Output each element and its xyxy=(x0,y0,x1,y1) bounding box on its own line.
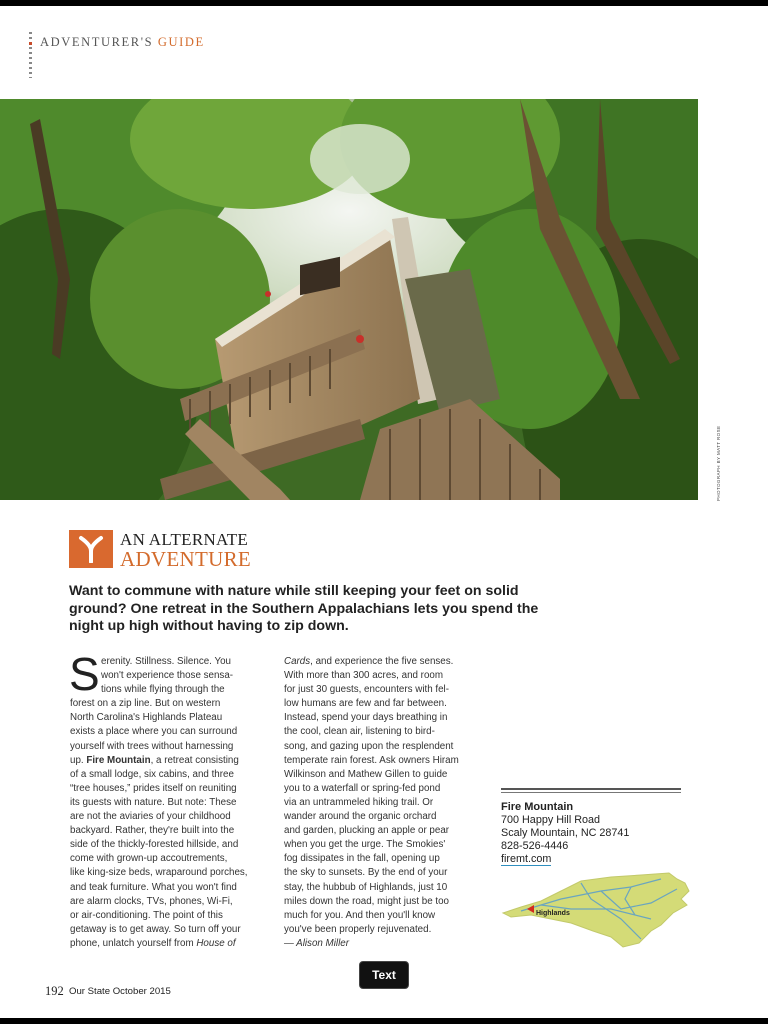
body-line: or air-conditioning. The point of this xyxy=(70,909,223,921)
body-line: the sky to sunsets. By the end of your xyxy=(284,867,448,879)
body-line: wander around the organic orchard xyxy=(284,811,437,823)
bottom-bar xyxy=(0,1018,768,1024)
section-dot-rule xyxy=(29,32,32,78)
section-header xyxy=(40,35,205,50)
sidebar-rule xyxy=(501,788,681,790)
sidebar-address1: 700 Happy Hill Road xyxy=(501,814,601,826)
map-label-highlands: Highlands xyxy=(536,910,570,917)
body-line: you've been properly rejuvenated. xyxy=(284,923,432,935)
tree-house-photo xyxy=(0,99,698,500)
body-line: phone, unlatch yourself from House of xyxy=(70,937,236,949)
body-line: yourself with trees without harnessing xyxy=(70,740,234,752)
page-number: 192 xyxy=(45,984,64,998)
body-line: and teak furniture. What you won't find xyxy=(70,881,237,893)
fork-y-icon xyxy=(77,535,105,563)
body-line: for just 30 guests, encounters with fel- xyxy=(284,684,449,696)
body-line: low humans are few and far between. xyxy=(284,698,447,710)
body-line: and garden, plucking an apple or pear xyxy=(284,825,450,837)
body-line: Instead, spend your days breathing in xyxy=(284,712,448,724)
body-line: when you get the urge. The Smokies' xyxy=(284,839,446,851)
body-line: the cool, clean air, listening to bird- xyxy=(284,726,435,738)
sidebar-address2: Scaly Mountain, NC 28741 xyxy=(501,827,630,839)
body-line: via an untrammeled hiking trail. Or xyxy=(284,796,434,808)
body-line: miles down the road, might just be too xyxy=(284,895,450,907)
sidebar-url-link[interactable]: firemt.com xyxy=(501,853,552,865)
body-column-2 xyxy=(284,655,459,951)
feature-dek: Want to commune with nature while still keeping your feet on solid ground? One retreat in the Southern Appalachians lets you spend the night up high without having to zip down. xyxy=(69,583,539,634)
section-label: ADVENTURER'S xyxy=(40,35,158,49)
body-line: are not the aviaries of your childhood xyxy=(70,811,231,823)
body-line: side of the thickly-forested hillside, and xyxy=(70,839,239,851)
body-line: tions while flying through the xyxy=(101,684,225,696)
nc-locator-map xyxy=(501,869,691,949)
body-line: up. Fire Mountain, a retreat consisting xyxy=(70,754,239,766)
body-line: much for you. And then you'll know xyxy=(284,909,436,921)
body-line: come with grown-up accoutrements, xyxy=(70,853,228,865)
body-line: Cards, and experience the five senses. xyxy=(284,656,454,667)
byline: — Alison Miller xyxy=(284,937,349,949)
body-line: forest on a zip line. But on western xyxy=(70,698,221,710)
body-line: stay, the hubbub of Highlands, just 10 xyxy=(284,881,448,893)
body-line: fog dissipates in the fall, opening up xyxy=(284,853,440,865)
publication-line: Our State October 2015 xyxy=(69,986,171,997)
sidebar-name: Fire Mountain xyxy=(501,801,574,813)
body-line: of a small lodge, six cabins, and three xyxy=(70,768,234,780)
body-line: getaway is to get away. So turn off your xyxy=(70,923,241,935)
top-bar xyxy=(0,0,768,6)
feature-title-line2: ADVENTURE xyxy=(120,547,252,571)
body-line: exists a place where you can surround xyxy=(70,726,238,738)
sidebar-phone[interactable]: 828-526-4446 xyxy=(501,840,569,852)
drop-cap: S xyxy=(69,648,100,700)
body-line: “tree houses,” prides itself on reuniting xyxy=(70,782,237,794)
photo-credit: PHOTOGRAPH BY MATT ROSE xyxy=(716,425,721,501)
sidebar-rule-thin xyxy=(501,792,681,793)
body-line: temperate rain forest. Ask owners Hiram xyxy=(284,754,459,766)
sidebar-info xyxy=(501,801,629,866)
body-line: won't experience those sensa- xyxy=(101,670,234,682)
body-line: erenity. Stillness. Silence. You xyxy=(101,656,231,667)
body-line: Wilkinson and Mathew Gillen to guide xyxy=(284,768,448,780)
body-line: song, and gazing upon the resplendent xyxy=(284,740,454,752)
feature-title-line1: AN ALTERNATE xyxy=(120,530,249,549)
body-line: its guests with nature. But note: These xyxy=(70,796,237,808)
body-line: like king-size beds, wraparound porches, xyxy=(70,867,248,879)
feature-icon-box xyxy=(69,530,113,568)
text-view-button[interactable]: Text xyxy=(359,961,409,989)
body-line: backyard. Rather, they're built into the xyxy=(70,825,235,837)
fire-mountain-bold: Fire Mountain xyxy=(86,754,151,766)
section-label-accent: GUIDE xyxy=(157,35,205,49)
body-line: North Carolina's Highlands Plateau xyxy=(70,712,223,724)
body-line: are alarm clocks, TVs, phones, Wi-Fi, xyxy=(70,895,233,907)
body-column-1 xyxy=(70,655,248,951)
body-line: you to a waterfall or spring-fed pond xyxy=(284,782,441,794)
body-line: With more than 300 acres, and room xyxy=(284,670,444,682)
